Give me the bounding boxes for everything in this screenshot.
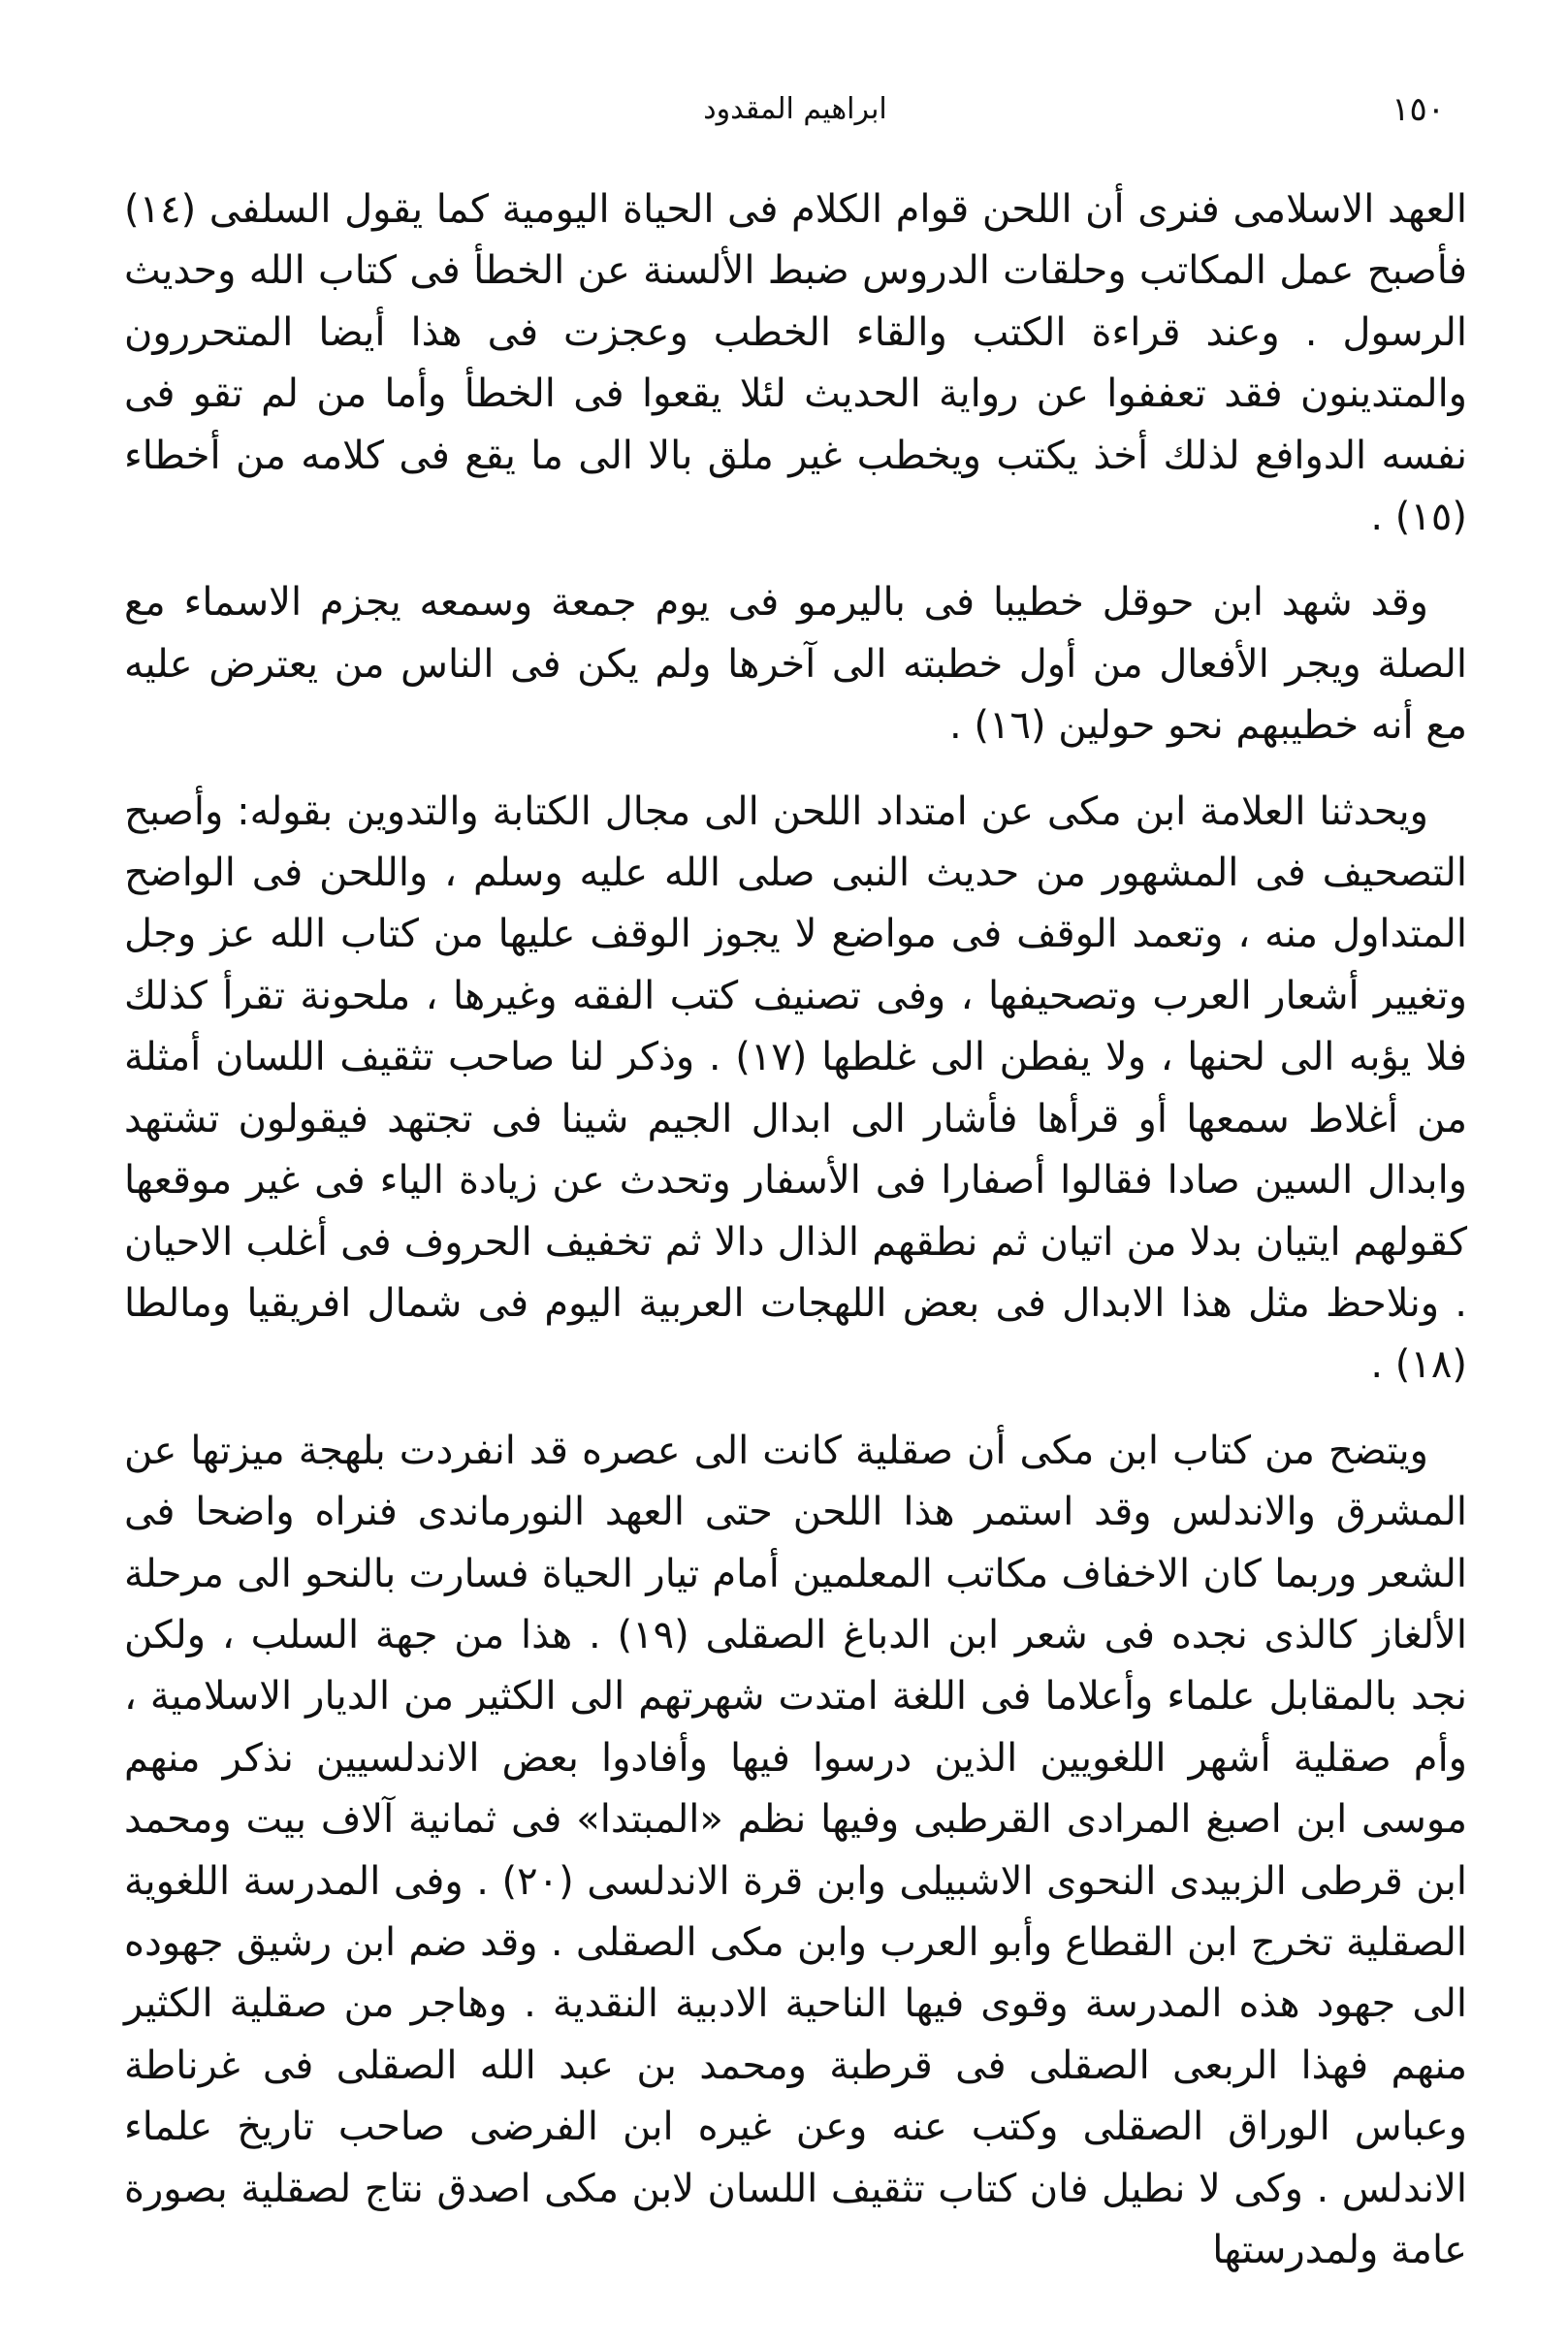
paragraph-2: وقد شهد ابن حوقل خطيبا فى باليرمو فى يوم جمعة وسمعه يجزم الاسماء مع الصلة ويجر الأفعال من أول خطبته الى آخرها ولم يكن فى الناس من يعترض عليه مع أنه خطيبهم نحو حولين (١٦) . — [124, 580, 1467, 749]
page-header — [126, 85, 1464, 134]
paragraph-3: ويحدثنا العلامة ابن مكى عن امتداد اللحن الى مجال الكتابة والتدوين بقوله: وأصبح التصحيف فى المشهور من حديث النبى صلى الله عليه وسلم ، واللحن فى الواضح المتداول منه ، وتعمد الوقف فى مواضع لا يجوز الوقف عليها من كتاب الله عز وجل وتغيير أشعار العرب وتصحيفها ، وفى تصنيف كتب الفقه وغيرها ، ملحونة تقرأ كذلك فلا يؤبه الى لحنها ، ولا يفطن الى غلطها (١٧) . وذكر لنا صاحب تثقيف اللسان أمثلة من أغلاط سمعها أو قرأها فأشار الى ابدال الجيم شينا فى تجتهد فيقولون تشتهد وابدال السين صادا فقالوا أصفارا فى الأسفار وتحدث عن زيادة الياء فى غير موقعها كقولهم ايتيان بدلا من اتيان ثم نطقهم الذال دالا ثم تخفيف الحروف فى أغلب الاحيان . ونلاحظ مثل هذا الابدال فى بعض اللهجات العربية اليوم فى شمال افريقيا ومالطا (١٨) . — [124, 788, 1468, 1388]
paragraph-4: ويتضح من كتاب ابن مكى أن صقلية كانت الى عصره قد انفردت بلهجة ميزتها عن المشرق والاندلس وقد استمر هذا اللحن حتى العهد النورماندى فنراه واضحا فى الشعر وربما كان الاخفاف مكاتب المعلمين أمام تيار الحياة فسارت بالنحو الى مرحلة الألغاز كالذى نجده فى شعر ابن الدباغ الصقلى (١٩) . هذا من جهة السلب ، ولكن نجد بالمقابل علماء وأعلاما فى اللغة امتدت شهرتهم الى الكثير من الديار الاسلامية ، وأم صقلية أشهر اللغويين الذين درسوا فيها وأفادوا بعض الاندلسيين نذكر منهم موسى ابن اصبغ المرادى القرطبى وفيها نظم «المبتدا» فى ثمانية آلاف بيت ومحمد ابن قرطى الزبيدى النحوى الاشبيلى وابن قرة الاندلسى (٢٠) . وفى المدرسة اللغوية الصقلية تخرج ابن القطاع وأبو العرب وابن مكى الصقلى . وقد ضم ابن رشيق جهوده الى جهود هذه المدرسة وقوى فيها الناحية الادبية النقدية . وهاجر من صقلية الكثير منهم فهذا الربعى الصقلى فى قرطبة ومحمد بن عبد الله الصقلى فى غرناطة وعباس الوراق الصقلى وكتب عنه وعن غيره ابن الفرضى صاحب تاريخ علماء الاندلس . وكى لا نطيل فان كتاب تثقيف اللسان لابن مكى اصدق نتاج لصقلية بصورة عامة ولمدرستها — [124, 1428, 1467, 2272]
running-title: ابراهيم المقدود — [703, 92, 887, 126]
paragraph-1: العهد الاسلامى فنرى أن اللحن قوام الكلام فى الحياة اليومية كما يقول السلفى (١٤) فأصبح عمل المكاتب وحلقات الدروس ضبط الألسنة عن الخطأ فى كتاب الله وحديث الرسول . وعند قراءة الكتب والقاء الخطب وعجزت فى هذا أيضا المتحررون والمتدينون فقد تعففوا عن رواية الحديث لئلا يقعوا فى الخطأ وأما من لم تقو فى نفسه الدوافع لذلك أخذ يكتب ويخطب غير ملق بالا الى ما يقع فى كلامه من أخطاء (١٥) . — [124, 187, 1467, 540]
body-text — [124, 179, 1467, 2305]
page-number: ١٥٠ — [1392, 90, 1445, 129]
